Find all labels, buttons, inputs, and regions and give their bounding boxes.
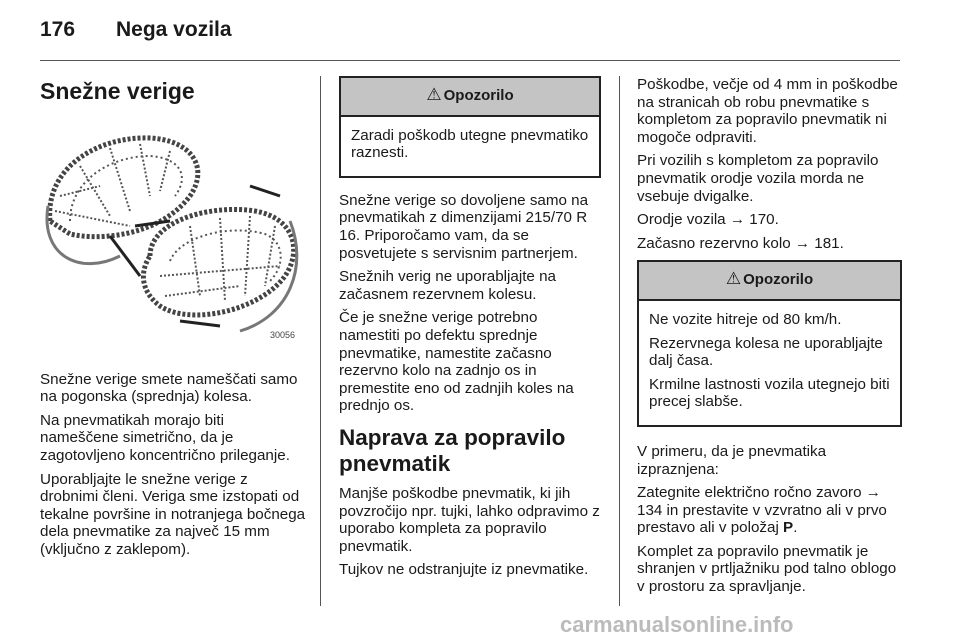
warning-title: Opozorilo: [443, 87, 514, 104]
column-divider-1: [320, 76, 321, 606]
gear-position-p: P: [783, 519, 794, 537]
warning-line: Ne vozite hitreje od 80 km/h.: [649, 310, 842, 328]
paragraph: Tujkov ne odstranjujte iz pnevmatike.: [339, 561, 589, 579]
warning-header: [639, 262, 900, 301]
left-column: [40, 76, 306, 565]
section-heading-tire-repair-kit: Naprava za popravilo pnevmatik: [339, 424, 566, 476]
section-heading-snow-chains: Snežne verige: [40, 78, 195, 104]
warning-body: [639, 301, 900, 425]
paragraph: Manjše poškodbe pnevmatik, ki jih povzročijo npr. tujki, lahko odpravimo z uporabo kompleta za popravilo pnevmatik.: [339, 484, 600, 555]
snow-chains-illustration: [40, 126, 302, 344]
middle-column: [339, 76, 601, 585]
paragraph: Uporabljajte le snežne verige z drobnimi členi. Veriga sme izstopati od tekalne površine in notranjega bočnega dela pnevmatike za največ 15 mm (vključno z zaklepom).: [40, 470, 306, 558]
cross-reference-spare-wheel: Začasno rezervno kolo → 181.: [637, 234, 844, 252]
warning-title: Opozorilo: [743, 271, 814, 289]
right-column: [637, 76, 902, 602]
figure-number: 30056: [270, 330, 296, 340]
period: .: [793, 519, 798, 537]
page-number: 176: [40, 18, 76, 41]
paragraph-text: Zategnite električno ročno zavoro → 134 in prestavite v vzvratno ali v prvo prestavo ali v položaj: [637, 484, 887, 537]
paragraph: Snežne verige so dovoljene samo na pnevmatikah z dimenzijami 215/70 R 16. Priporočamo vam, da se posvetujete s servisnim partnerjem.: [339, 191, 589, 262]
paragraph: Snežne verige smete nameščati samo na pogonska (sprednja) kolesa.: [40, 370, 298, 406]
chapter-title: Nega vozila: [116, 18, 232, 41]
warning-box: [637, 260, 902, 427]
warning-line: Krmilne lastnosti vozila utegnejo biti precej slabše.: [649, 375, 890, 411]
header-rule: [40, 60, 900, 61]
paragraph: Poškodbe, večje od 4 mm in poškodbe na stranicah ob robu pnevmatike s kompletom za popravilo pnevmatik ni mogoče odpraviti.: [637, 76, 898, 146]
warning-box: [339, 76, 601, 178]
warning-header: [341, 78, 599, 117]
cross-reference-vehicle-tools: Orodje vozila → 170.: [637, 211, 779, 229]
warning-line: Rezervnega kolesa ne uporabljajte dalj časa.: [649, 334, 883, 370]
paragraph: Pri vozilih s kompletom za popravilo pnevmatik orodje vozila morda ne vsebuje dvigalke.: [637, 152, 879, 205]
paragraph: Komplet za popravilo pnevmatik je shranjen v prtljažniku pod talno oblogo v prostoru za spravljanje.: [637, 542, 897, 596]
page-header: [40, 18, 232, 42]
warning-body: [341, 117, 599, 176]
paragraph: Če je snežne verige potrebno namestiti po defektu sprednje pnevmatike, namestite začasno rezervno kolo na zadnjo os in premestite eno od zadnjih koles na prednjo os.: [339, 309, 574, 415]
warning-triangle-icon: ⚠: [725, 269, 742, 289]
warning-triangle-icon: ⚠: [426, 85, 442, 104]
paragraph: Snežnih verig ne uporabljajte na začasnem rezervnem kolesu.: [339, 268, 556, 303]
paragraph: Na pnevmatikah morajo biti nameščene simetrično, da je zagotovljeno koncentrično prileganje.: [40, 411, 290, 464]
watermark: carmanualsonline.info: [560, 612, 794, 637]
column-divider-2: [619, 76, 620, 606]
paragraph-with-bold: [637, 484, 902, 537]
paragraph: V primeru, da je pnevmatika izpraznjena:: [637, 442, 827, 478]
warning-text: Zaradi poškodb utegne pnevmatiko raznesti.: [351, 126, 589, 162]
